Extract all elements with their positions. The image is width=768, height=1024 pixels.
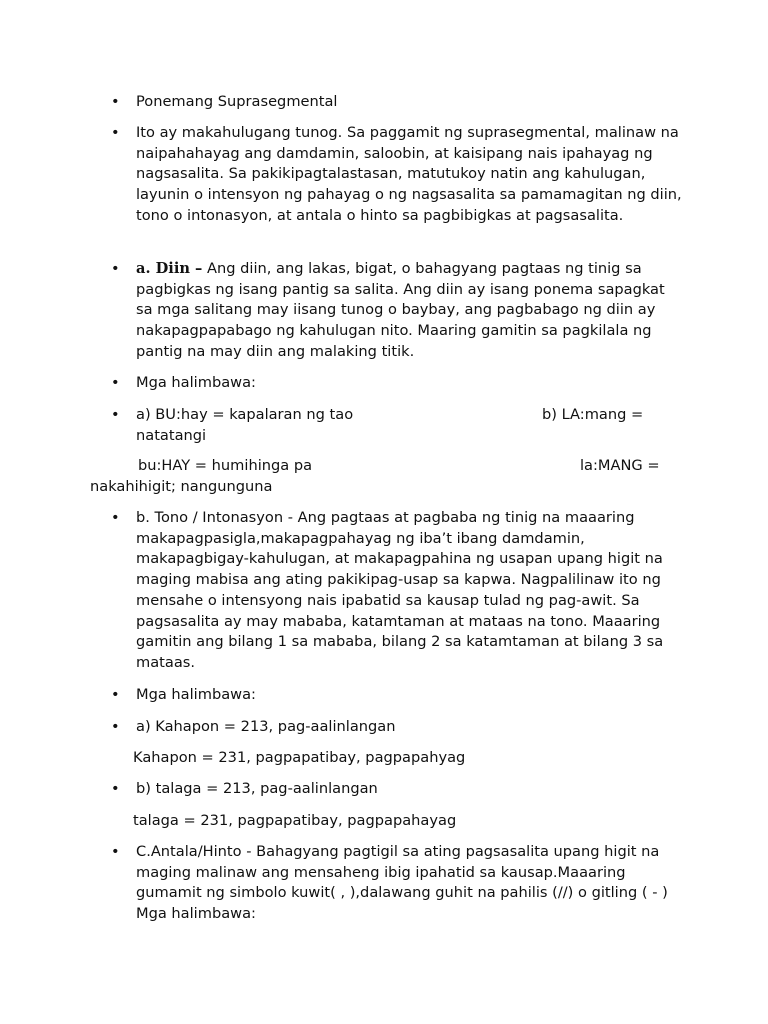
list-item-antala xyxy=(111,842,684,925)
example-buhay-left: a) BU:hay = kapalaran ng tao xyxy=(136,406,354,423)
example-lamang-continuation: natatangi xyxy=(136,427,207,444)
title-text: Ponemang Suprasegmental xyxy=(136,93,338,110)
example-lamang-2-right: la:MANG = xyxy=(580,457,660,474)
diin-paragraph: Ang diin, ang lakas, bigat, o bahagyang pagtaas ng tinig sa pagbigkas ng isang pantig sa salita. Ang diin ay isang ponema sapagkat sa mga salitang may iisang tunog o baybay, ang pagbabago ng diin ay nakapagpapabago ng kahulugan nito. Maaring gamitin sa pagkilala ng pantig na may diin ang malaking titik. xyxy=(136,260,665,360)
example-buhay-2-left: bu:HAY = humihinga pa xyxy=(138,457,313,474)
bullet-icon: • xyxy=(111,780,120,797)
bullet-icon: • xyxy=(111,374,120,391)
list-item-talaga xyxy=(111,779,684,800)
list-item-tono xyxy=(111,508,684,674)
list-item-halimbawa-1 xyxy=(111,373,684,394)
example-talaga-1: b) talaga = 213, pag-aalinlangan xyxy=(136,780,378,797)
list-item-diin xyxy=(111,259,684,363)
tono-paragraph: b. Tono / Intonasyon - Ang pagtaas at pagbaba ng tinig na maaaring makapagpasigla,makapagpahayag ng iba’t ibang damdamin, makapagbigay-kahulugan, at makapagpahina ng usapan upang higit na maging mabisa ang ating pakikipag-usap sa kapwa. Nagpalilinaw ito ng mensahe o intensyong nais ipabatid sa kausap tulad ng pag-awit. Sa pagsasalita ay may mababa, katamtaman at mataas na tono. Maaaring gamitin ang bilang 1 sa mababa, bilang 2 sa katamtaman at bilang 3 sa mataas. xyxy=(136,509,664,671)
example-lamang-right: b) LA:mang = xyxy=(542,406,644,423)
bullet-icon: • xyxy=(111,718,120,735)
list-item-kahapon xyxy=(111,717,684,738)
list-item-halimbawa-2 xyxy=(111,685,684,706)
list-item-intro xyxy=(111,123,684,227)
diin-heading: a. Diin – xyxy=(136,260,203,277)
bullet-icon: • xyxy=(111,509,120,526)
list-item-example-buhay xyxy=(111,405,684,447)
list-item-title xyxy=(111,92,684,113)
example-kahapon-2: Kahapon = 231, pagpapatibay, pagpapahyag xyxy=(133,749,466,766)
example-talaga-2: talaga = 231, pagpapatibay, pagpapahayag xyxy=(133,812,457,829)
halimbawa-label: Mga halimbawa: xyxy=(136,686,256,703)
halimbawa-label: Mga halimbawa: xyxy=(136,374,256,391)
example-lamang-2-continuation: nakahihigit; nangunguna xyxy=(90,478,273,495)
bullet-icon: • xyxy=(111,406,120,423)
example-kahapon-1: a) Kahapon = 213, pag-aalinlangan xyxy=(136,718,396,735)
intro-paragraph: Ito ay makahulugang tunog. Sa paggamit ng suprasegmental, malinaw na naipahahayag ang damdamin, saloobin, at kaisipang nais ipahayag ng nagsasalita. Sa pakikipagtalastasan, matutukoy natin ang kahulugan, layunin o intensyon ng pahayag o ng nagsasalita sa pamamagitan ng diin, tono o intonasyon, at antala o hinto sa pagbibigkas at pagsasalita. xyxy=(136,124,682,224)
bullet-icon: • xyxy=(111,260,120,277)
antala-paragraph: C.Antala/Hinto - Bahagyang pagtigil sa ating pagsasalita upang higit na maging malinaw ang mensaheng ibig ipahatid sa kausap.Maaaring gumamit ng simbolo kuwit( , ),dalawang guhit na pahilis (//) o gitling ( - ) Mga halimbawa: xyxy=(136,843,668,923)
bullet-icon: • xyxy=(111,843,120,860)
bullet-icon: • xyxy=(111,124,120,141)
bullet-icon: • xyxy=(111,686,120,703)
bullet-icon: • xyxy=(111,93,120,110)
